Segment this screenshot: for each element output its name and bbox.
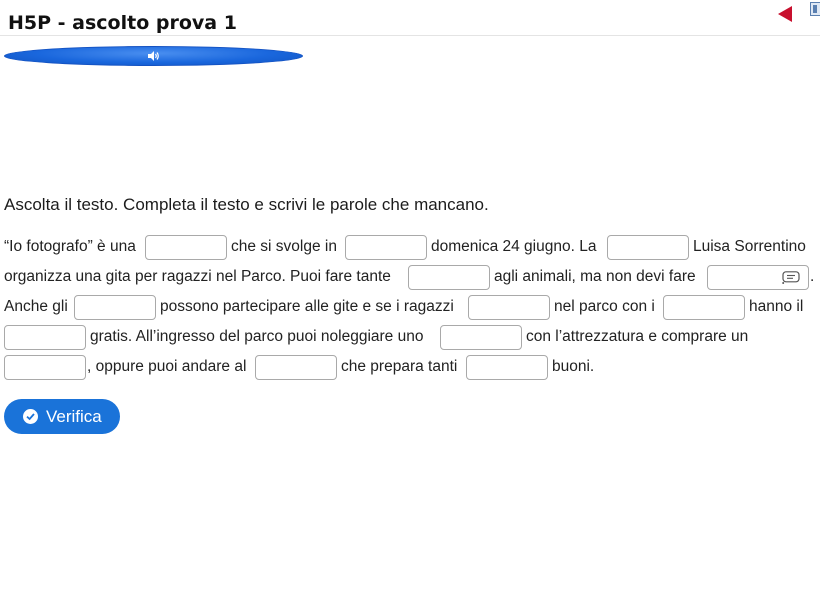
- text-segment: hanno il: [749, 298, 804, 315]
- text-segment: domenica 24 giugno. La: [431, 238, 597, 255]
- audio-play-button[interactable]: [4, 46, 303, 66]
- check-button[interactable]: [4, 399, 120, 434]
- panel-icon[interactable]: [810, 2, 820, 16]
- text-segment: , oppure puoi andare al: [87, 358, 247, 375]
- blank-input[interactable]: [440, 325, 522, 350]
- blank-input[interactable]: [345, 235, 427, 260]
- text-segment: .: [810, 268, 815, 285]
- speech-bubble-tip-icon[interactable]: [782, 271, 800, 284]
- blank-input[interactable]: [4, 355, 86, 380]
- text-segment: che prepara tanti: [341, 358, 458, 375]
- text-segment: possono partecipare alle gite e se i ragazzi: [160, 298, 454, 315]
- speaker-icon: [148, 51, 160, 61]
- text-segment: buoni.: [552, 358, 595, 375]
- text-segment: organizza una gita per ragazzi nel Parco. Puoi fare tante: [4, 268, 391, 285]
- blank-input[interactable]: [607, 235, 689, 260]
- text-segment: con l’attrezzatura e comprare un: [526, 328, 749, 345]
- header: [0, 0, 820, 36]
- blank-input[interactable]: [145, 235, 227, 260]
- check-circle-icon: [23, 409, 38, 424]
- triangle-left-icon[interactable]: [778, 6, 792, 22]
- text-segment: Luisa Sorrentino: [693, 238, 806, 255]
- text-segment: che si svolge in: [231, 238, 337, 255]
- text-segment: gratis. All’ingresso del parco puoi noleggiare uno: [90, 328, 424, 345]
- page-title: H5P - ascolto prova 1: [8, 12, 237, 34]
- blank-input[interactable]: [408, 265, 490, 290]
- blank-input[interactable]: [255, 355, 337, 380]
- text-segment: agli animali, ma non devi fare: [494, 268, 696, 285]
- blank-input[interactable]: [466, 355, 548, 380]
- instruction-text: Ascolta il testo. Completa il testo e scrivi le parole che mancano.: [4, 195, 489, 214]
- check-button-label: Verifica: [46, 407, 102, 426]
- blank-input[interactable]: [468, 295, 550, 320]
- text-segment: “Io fotografo” è una: [4, 238, 136, 255]
- blank-input[interactable]: [74, 295, 156, 320]
- text-segment: nel parco con i: [554, 298, 655, 315]
- text-segment: Anche gli: [4, 298, 68, 315]
- blank-input[interactable]: [663, 295, 745, 320]
- blank-input[interactable]: [4, 325, 86, 350]
